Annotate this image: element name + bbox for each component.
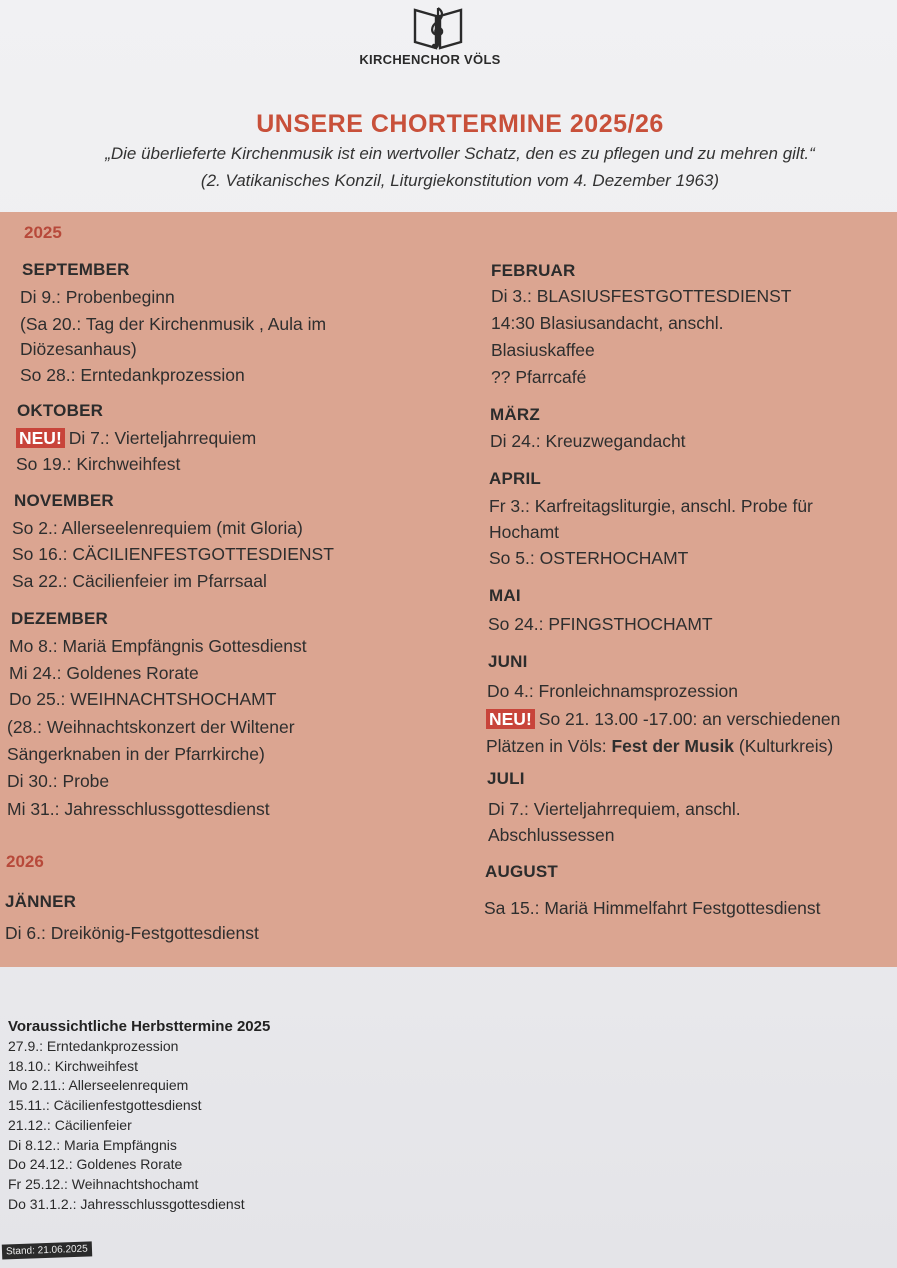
event-line: So 16.: CÄCILIENFESTGOTTESDIENST	[12, 544, 334, 564]
event-line: Di 9.: Probenbeginn	[20, 287, 175, 307]
event-line: Fr 3.: Karfreitagsliturgie, anschl. Probe für	[489, 496, 813, 516]
month-september: SEPTEMBER	[22, 260, 130, 279]
event-line: Abschlussessen	[488, 825, 615, 845]
event-line: Hochamt	[489, 522, 560, 542]
autumn-schedule	[8, 1018, 408, 1214]
month-februar: FEBRUAR	[491, 261, 576, 280]
event-line: Di 7.: Vierteljahrrequiem, anschl.	[488, 799, 741, 819]
event-text: Plätzen in Völs:	[486, 736, 612, 756]
event-line: Sa 15.: Mariä Himmelfahrt Festgottesdienst	[484, 898, 821, 918]
event-text: So 21. 13.00 -17.00: an verschiedenen	[538, 709, 841, 729]
event-line: So 19.: Kirchweihfest	[16, 454, 181, 474]
event-line-new	[16, 428, 256, 449]
event-line: So 2.: Allerseelenrequiem (mit Gloria)	[12, 518, 303, 538]
event-line: Di 30.: Probe	[7, 771, 110, 791]
list-item: Fr 25.12.: Weihnachtshochamt	[8, 1175, 199, 1192]
new-badge: NEU!	[486, 709, 535, 729]
event-line: (28.: Weihnachtskonzert der Wiltener	[7, 717, 295, 737]
list-item: Do 31.1.2.: Jahresschlussgottesdienst	[8, 1195, 245, 1212]
event-line: Do 4.: Fronleichnamsprozession	[487, 681, 738, 701]
event-text: Di 7.: Vierteljahrrequiem	[68, 428, 257, 448]
stand-date-label: Stand: 21.06.2025	[2, 1241, 92, 1259]
year-heading-2025: 2025	[24, 223, 62, 242]
event-line: Diözesanhaus)	[20, 339, 137, 359]
event-line: ?? Pfarrcafé	[491, 367, 587, 387]
month-mai: MAI	[489, 586, 521, 605]
page-title: UNSERE CHORTERMINE 2025/26	[256, 110, 664, 138]
month-maerz: MÄRZ	[490, 405, 540, 424]
quote-text: „Die überlieferte Kirchenmusik ist ein wertvoller Schatz, den es zu pflegen und zu mehren gilt.“	[105, 144, 815, 163]
list-item: Mo 2.11.: Allerseelenrequiem	[8, 1077, 189, 1094]
month-november: NOVEMBER	[14, 491, 114, 510]
month-juni: JUNI	[488, 652, 528, 671]
event-line: Di 3.: BLASIUSFESTGOTTESDIENST	[491, 286, 792, 306]
month-april: APRIL	[489, 469, 541, 488]
month-august: AUGUST	[485, 862, 558, 881]
event-line: Do 25.: WEIHNACHTSHOCHAMT	[9, 689, 277, 709]
event-line	[486, 736, 833, 757]
event-line: (Sa 20.: Tag der Kirchenmusik , Aula im	[20, 314, 327, 334]
event-highlight: Fest der Musik	[611, 736, 735, 756]
month-jaenner: JÄNNER	[5, 892, 77, 911]
event-text: (Kulturkreis)	[734, 736, 834, 756]
event-line: So 28.: Erntedankprozession	[20, 365, 245, 385]
month-dezember: DEZEMBER	[11, 609, 108, 628]
list-item: 15.11.: Cäcilienfestgottesdienst	[8, 1097, 202, 1114]
list-item: 27.9.: Erntedankprozession	[8, 1038, 179, 1054]
list-item: 21.12.: Cäcilienfeier	[8, 1116, 132, 1133]
month-juli: JULI	[487, 769, 525, 788]
event-line: Sängerknaben in der Pfarrkirche)	[7, 744, 265, 764]
year-heading-2026: 2026	[6, 852, 44, 871]
new-badge: NEU!	[16, 428, 65, 448]
schedule-panel	[0, 212, 897, 967]
choir-logo-icon	[413, 6, 463, 52]
event-line: Mo 8.: Mariä Empfängnis Gottesdienst	[9, 636, 307, 656]
list-item: 18.10.: Kirchweihfest	[8, 1057, 138, 1074]
event-line: Di 6.: Dreikönig-Festgottesdienst	[5, 923, 259, 943]
quote-block	[30, 140, 890, 194]
event-line: Mi 31.: Jahresschlussgottesdienst	[7, 799, 270, 819]
choir-name: KIRCHENCHOR VÖLS	[359, 52, 501, 67]
event-line: Blasiuskaffee	[491, 340, 595, 360]
quote-source: (2. Vatikanisches Konzil, Liturgiekonstitution vom 4. Dezember 1963)	[200, 171, 720, 190]
event-line: 14:30 Blasiusandacht, anschl.	[491, 313, 724, 333]
event-line: Sa 22.: Cäcilienfeier im Pfarrsaal	[12, 571, 267, 591]
event-line: So 24.: PFINGSTHOCHAMT	[488, 614, 713, 634]
list-item: Di 8.12.: Maria Empfängnis	[8, 1136, 177, 1153]
month-oktober: OKTOBER	[17, 401, 104, 420]
list-item: Do 24.12.: Goldenes Rorate	[8, 1156, 183, 1173]
event-line-new	[486, 709, 840, 730]
event-line: So 5.: OSTERHOCHAMT	[489, 548, 689, 568]
autumn-title: Voraussichtliche Herbsttermine 2025	[8, 1018, 271, 1035]
event-line: Mi 24.: Goldenes Rorate	[9, 663, 199, 683]
event-line: Di 24.: Kreuzwegandacht	[490, 431, 686, 451]
